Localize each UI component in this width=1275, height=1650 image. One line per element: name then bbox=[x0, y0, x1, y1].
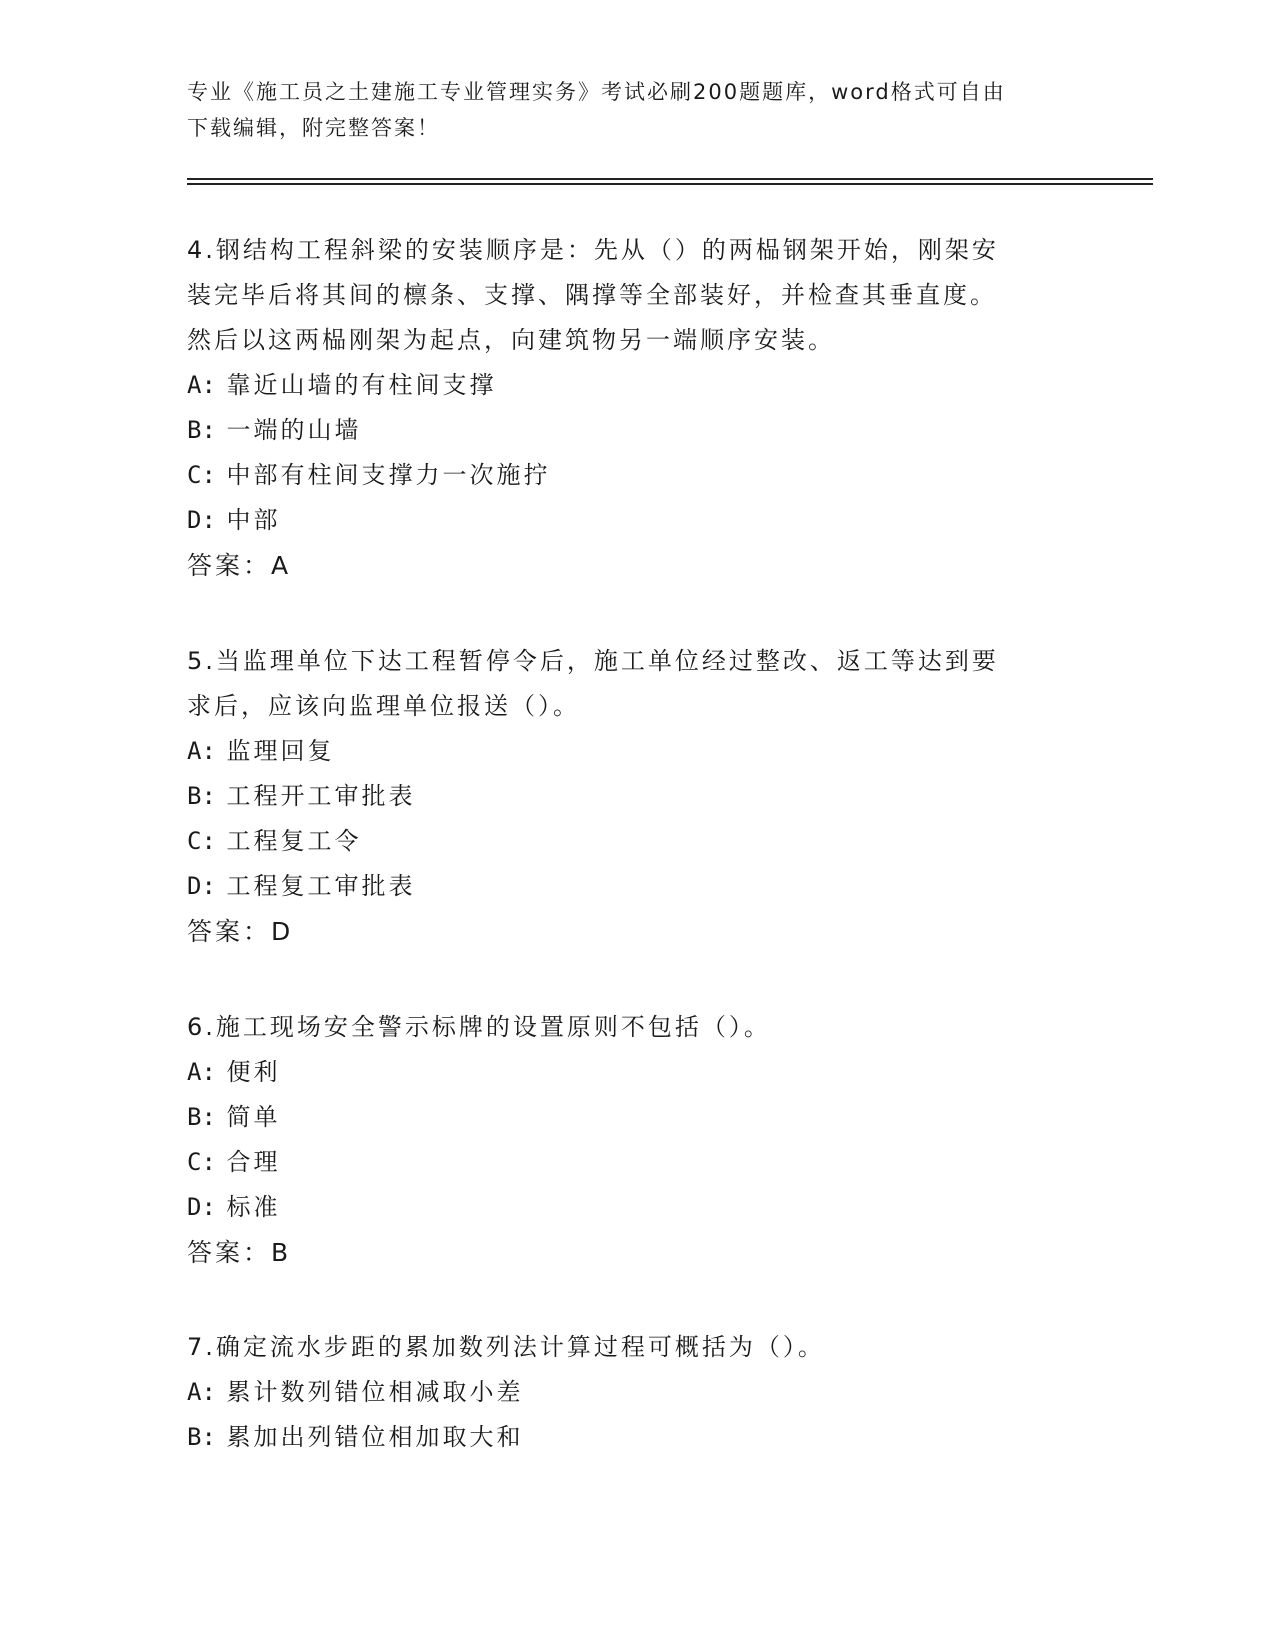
option-text: 累计数列错位相减取小差 bbox=[226, 1378, 524, 1406]
option-text: 简单 bbox=[226, 1103, 281, 1131]
option-text: 一端的山墙 bbox=[226, 416, 362, 444]
option-text: 工程复工令 bbox=[226, 827, 362, 855]
option-text: 靠近山墙的有柱间支撑 bbox=[226, 371, 497, 399]
option-c bbox=[187, 1140, 1087, 1185]
question-stem-line: 5.当监理单位下达工程暂停令后，施工单位经过整改、返工等达到要 bbox=[187, 647, 999, 675]
option-text: 便利 bbox=[226, 1058, 281, 1086]
option-label: B: bbox=[187, 416, 216, 444]
document-header bbox=[187, 74, 1067, 146]
option-label: B: bbox=[187, 782, 216, 810]
option-label: C: bbox=[187, 461, 216, 489]
option-label: B: bbox=[187, 1423, 216, 1451]
option-label: D: bbox=[187, 1193, 216, 1221]
option-text: 工程开工审批表 bbox=[226, 782, 416, 810]
question-stem-line: 4.钢结构工程斜梁的安装顺序是：先从（）的两榀钢架开始，刚架安 bbox=[187, 236, 999, 264]
option-text: 监理回复 bbox=[226, 737, 335, 765]
option-label: D: bbox=[187, 872, 216, 900]
option-a bbox=[187, 363, 1087, 408]
option-c bbox=[187, 453, 1087, 498]
question-stem-line: 6.施工现场安全警示标牌的设置原则不包括（）。 bbox=[187, 1013, 771, 1041]
option-d bbox=[187, 1185, 1087, 1230]
option-text: 工程复工审批表 bbox=[226, 872, 416, 900]
option-b bbox=[187, 408, 1087, 453]
option-label: B: bbox=[187, 1103, 216, 1131]
header-line-2: 下载编辑，附完整答案！ bbox=[187, 116, 440, 140]
option-label: A: bbox=[187, 1058, 216, 1086]
option-d bbox=[187, 864, 1087, 909]
option-text: 中部有柱间支撑力一次施拧 bbox=[226, 461, 551, 489]
option-a bbox=[187, 729, 1087, 774]
answer: 答案：D bbox=[187, 917, 294, 946]
option-label: C: bbox=[187, 827, 216, 855]
option-label: A: bbox=[187, 371, 216, 399]
option-text: 累加出列错位相加取大和 bbox=[226, 1423, 524, 1451]
option-a bbox=[187, 1370, 1087, 1415]
option-b bbox=[187, 1095, 1087, 1140]
answer: 答案：B bbox=[187, 1238, 292, 1267]
option-text: 标准 bbox=[226, 1193, 281, 1221]
option-d bbox=[187, 498, 1087, 543]
header-rule-top bbox=[187, 178, 1153, 180]
question-stem-line: 然后以这两榀刚架为起点，向建筑物另一端顺序安装。 bbox=[187, 326, 835, 354]
option-text: 合理 bbox=[226, 1148, 281, 1176]
question-5 bbox=[187, 639, 1087, 954]
option-b bbox=[187, 1415, 1087, 1460]
header-rule-bottom bbox=[187, 183, 1153, 185]
option-label: A: bbox=[187, 737, 216, 765]
option-label: C: bbox=[187, 1148, 216, 1176]
option-a bbox=[187, 1050, 1087, 1095]
question-stem-line: 求后，应该向监理单位报送（）。 bbox=[187, 692, 580, 720]
option-label: A: bbox=[187, 1378, 216, 1406]
question-4 bbox=[187, 228, 1087, 588]
question-7 bbox=[187, 1325, 1087, 1460]
header-line-1: 专业《施工员之土建施工专业管理实务》考试必刷200题题库，word格式可自由 bbox=[187, 80, 1006, 104]
option-text: 中部 bbox=[226, 506, 281, 534]
option-c bbox=[187, 819, 1087, 864]
question-stem-line: 7.确定流水步距的累加数列法计算过程可概括为（）。 bbox=[187, 1333, 825, 1361]
option-label: D: bbox=[187, 506, 216, 534]
question-stem-line: 装完毕后将其间的檩条、支撑、隅撑等全部装好，并检查其垂直度。 bbox=[187, 281, 997, 309]
option-b bbox=[187, 774, 1087, 819]
answer: 答案：A bbox=[187, 551, 292, 580]
question-6 bbox=[187, 1005, 1087, 1275]
